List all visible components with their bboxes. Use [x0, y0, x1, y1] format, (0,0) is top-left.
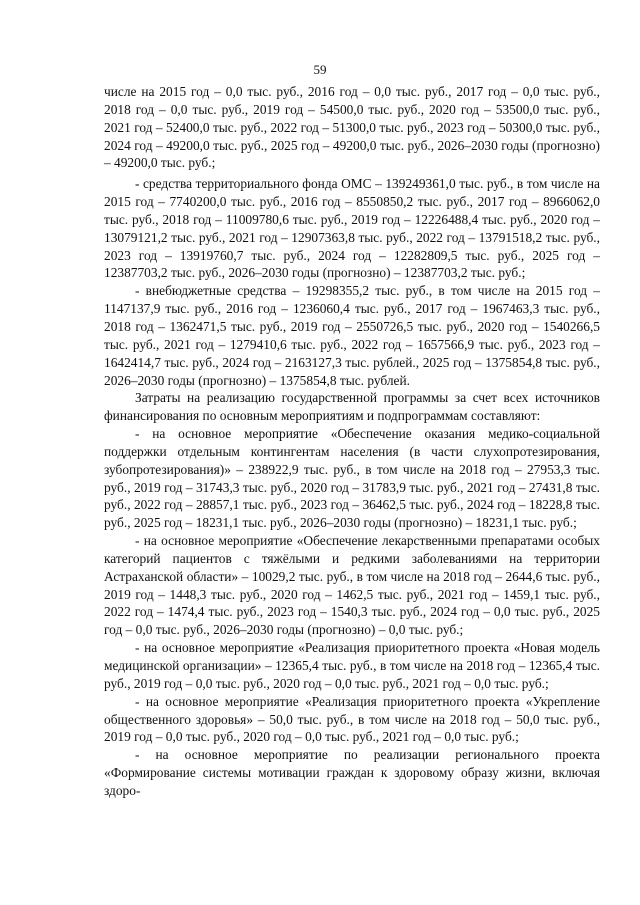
paragraph-extrabudgetary: - внебюджетные средства – 19298355,2 тыс. руб., в том числе на 2015 год – 1147137,9 тыс. руб., 2016 год – 1236060,4 тыс. руб., 2017 год – 1967463,3 тыс. руб., 2018 год – 1362471,5 тыс. руб., 2019 год – 2550726,5 тыс. руб., 2020 год – 1540266,5 тыс. руб., 2021 год – 1279410,6 тыс. руб., 2022 год – 1657566,9 тыс. руб., 2023 год – 1642414,7 тыс. руб., 2024 год – 2163127,3 тыс. рублей., 2025 год – 1375854,8 тыс. руб., 2026–2030 годы (прогнозно) – 1375854,8 тыс. рублей. — [104, 283, 600, 388]
document-body — [104, 83, 600, 800]
paragraph-public-health: - на основное мероприятие «Реализация приоритетного проекта «Укрепление общественного здоровья» – 50,0 тыс. руб., в том числе на 2018 год – 50,0 тыс. руб., 2019 год – 0,0 тыс. руб., 2020 год – 0,0 тыс. руб., 2021 год – 0,0 тыс. руб.; — [104, 693, 600, 745]
paragraph-federal-continuation: числе на 2015 год – 0,0 тыс. руб., 2016 год – 0,0 тыс. руб., 2017 год – 0,0 тыс. руб., 2018 год – 0,0 тыс. руб., 2019 год – 54500,0 тыс. руб., 2020 год – 53500,0 тыс. руб., 2021 год – 52400,0 тыс. руб., 2022 год – 51300,0 тыс. руб., 2023 год – 50300,0 тыс. руб., 2024 год – 49200,0 тыс. руб., 2025 год – 49200,0 тыс. руб., 2026–2030 годы (прогнозно) – 49200,0 тыс. руб.; — [104, 84, 600, 171]
paragraph-oms-fund: - средства территориального фонда ОМС – 139249361,0 тыс. руб., в том числе на 2015 год – 7740200,0 тыс. руб., 2016 год – 8550850,2 тыс. руб., 2017 год – 8966062,0 тыс. руб., 2018 год – 11009780,6 тыс. руб., 2019 год – 12226488,4 тыс. руб., 2020 год – 13079121,2 тыс. руб., 2021 год – 12907363,8 тыс. руб., 2022 год – 13791518,2 тыс. руб., 2023 год – 13919760,7 тыс. руб., 2024 год – 12282809,5 тыс. руб., 2025 год – 12387703,2 тыс. руб., 2026–2030 годы (прогнозно) – 12387703,2 тыс. руб.; — [104, 176, 600, 281]
paragraph-rare-diseases-drugs: - на основное мероприятие «Обеспечение лекарственными препаратами особых категорий пациентов с тяжёлыми и редкими заболеваниями на территории Астраханской области» – 10029,2 тыс. руб., в том числе на 2018 год – 2644,6 тыс. руб., 2019 год – 1448,3 тыс. руб., 2020 год – 1462,5 тыс. руб., 2021 год – 1459,1 тыс. руб., 2022 год – 1474,4 тыс. руб., 2023 год – 1540,3 тыс. руб., 2024 год – 0,0 тыс. руб., 2025 год – 0,0 тыс. руб., 2026–2030 годы (прогнозно) – 0,0 тыс. руб.; — [104, 533, 600, 638]
paragraph-new-model-organization: - на основное мероприятие «Реализация приоритетного проекта «Новая модель медицинской организации» – 12365,4 тыс. руб., в том числе на 2018 год – 12365,4 тыс. руб., 2019 год – 0,0 тыс. руб., 2020 год – 0,0 тыс. руб., 2021 год – 0,0 тыс. руб.; — [104, 640, 600, 691]
paragraph-healthy-lifestyle: - на основное мероприятие по реализации регионального проекта «Формирование системы мотивации граждан к здоровому образу жизни, включая здоро- — [104, 747, 600, 798]
paragraph-costs-intro: Затраты на реализацию государственной программы за счет всех источников финансирования по основным мероприятиям и подпрограммам составляют: — [104, 390, 600, 424]
page-number: 59 — [313, 62, 327, 77]
paragraph-medical-social-support: - на основное мероприятие «Обеспечение оказания медико-социальной поддержки отдельным контингентам населения (в части слухопротезирования, зубопротезирования)» – 238922,9 тыс. руб., в том числе на 2018 год – 27953,3 тыс. руб., 2019 год – 31743,3 тыс. руб., 2020 год – 31783,9 тыс. руб., 2021 год – 27431,8 тыс. руб., 2022 год – 28857,1 тыс. руб., 2023 год – 36462,5 тыс. руб., 2024 год – 18228,8 тыс. руб., 2025 год – 18231,1 тыс. руб., 2026–2030 годы (прогнозно) – 18231,1 тыс. руб.; — [104, 426, 600, 531]
